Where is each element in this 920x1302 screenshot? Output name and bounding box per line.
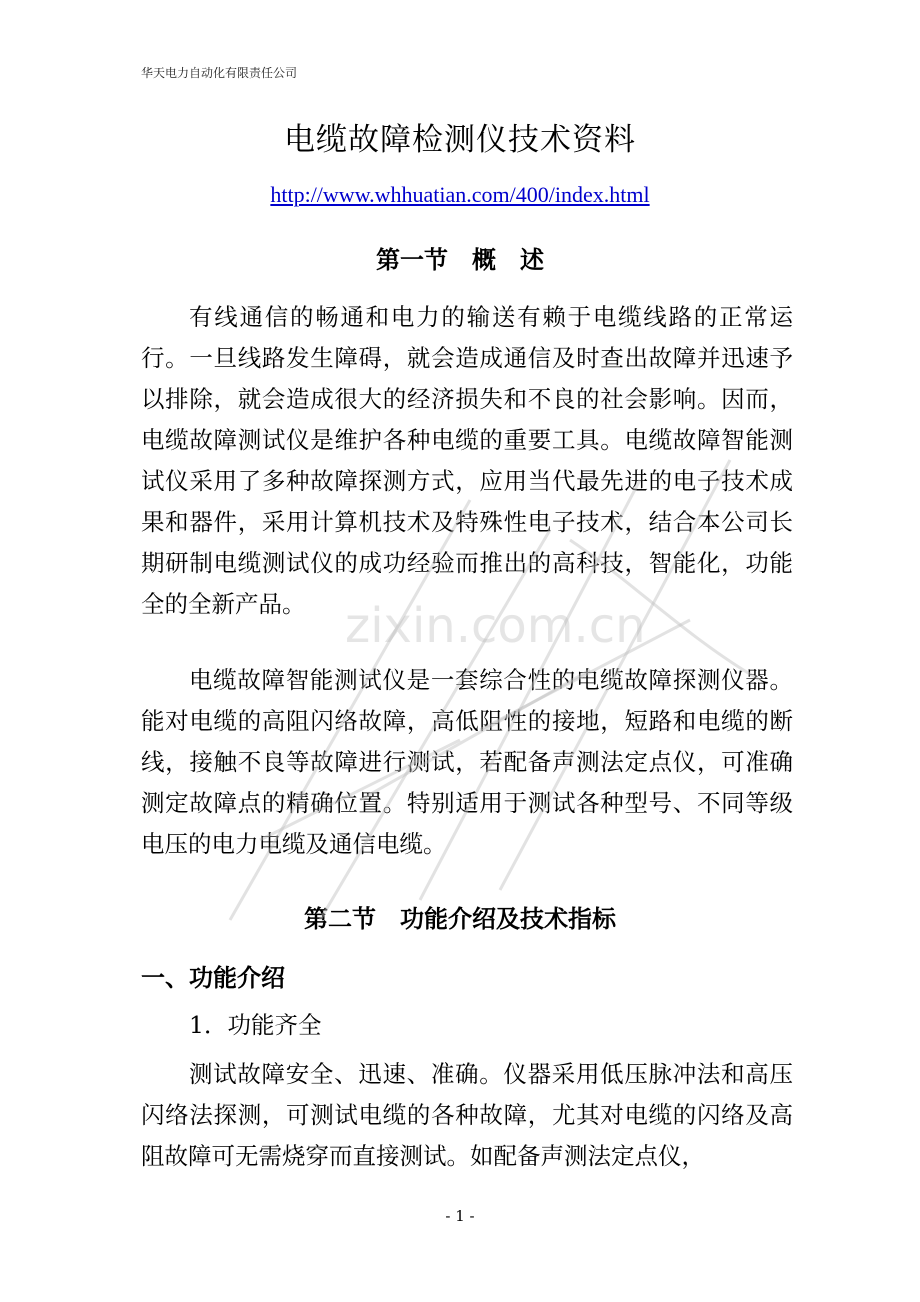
subheading-full-function: 1．功能齐全: [189, 1011, 322, 1039]
website-link[interactable]: http://www.whhuatian.com/400/index.html: [270, 182, 650, 207]
paragraph-function-1: 测试故障安全、迅速、准确。仪器采用低压脉冲法和高压闪络法探测，可测试电缆的各种故障，尤其对电缆的闪络及高阻故障可无需烧穿而直接测试。如配备声测法定点仪，: [141, 1060, 793, 1170]
section-title-functions: 第二节 功能介绍及技术指标: [304, 905, 616, 933]
paragraph-overview-2: 电缆故障智能测试仪是一套综合性的电缆故障探测仪器。能对电缆的高阻闪络故障，高低阻性的接地，短路和电缆的断线，接触不良等故障进行测试，若配备声测法定点仪，可准确测定故障点的精确位置。特别适用于测试各种型号、不同等级电压的电力电缆及通信电缆。: [141, 666, 793, 858]
section-title-overview: 第一节 概 述: [376, 246, 544, 274]
paragraph-overview-1: 有线通信的畅通和电力的输送有赖于电缆线路的正常运行。一旦线路发生障碍，就会造成通信及时查出故障并迅速予以排除，就会造成很大的经济损失和不良的社会影响。因而，电缆故障测试仪是维护各种电缆的重要工具。电缆故障智能测试仪采用了多种故障探测方式，应用当代最先进的电子技术成果和器件，采用计算机技术及特殊性电子技术，结合本公司长期研制电缆测试仪的成功经验而推出的高科技，智能化，功能全的全新产品。: [141, 303, 793, 618]
heading-function-intro: 一、功能介绍: [141, 964, 285, 992]
page-header-company: 华天电力自动化有限责任公司: [141, 66, 298, 80]
page-number: - 1 -: [445, 1207, 475, 1225]
document-title: 电缆故障检测仪技术资料: [284, 122, 636, 158]
watermark-text: zixin.com.cn: [345, 598, 646, 654]
